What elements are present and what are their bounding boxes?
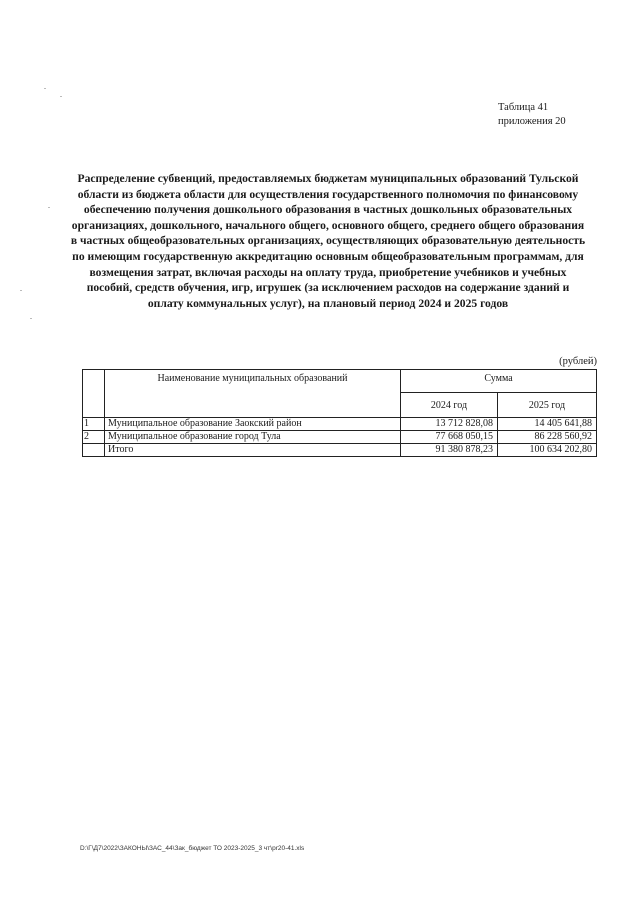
total-index-cell [83,444,105,457]
total-row [83,444,597,457]
amount-2024: 13 712 828,08 [401,418,498,431]
total-2025: 100 634 202,80 [498,444,597,457]
amount-2025: 86 228 560,92 [498,431,597,444]
amount-2024: 77 668 050,15 [401,431,498,444]
units-label: (рублей) [559,356,597,367]
scan-speck [20,290,22,291]
row-number: 1 [83,418,105,431]
header-sum: Сумма [401,370,597,393]
table-reference [498,101,566,129]
municipality-name: Муниципальное образование город Тула [105,431,401,444]
header-index-cell [83,370,105,418]
file-path-footer: D:\Г\Д7\2022\ЗАКОНЫ\ЗАС_44\Зак_бюджет ТО 2023-2025_3 чт\pr20-41.xls [80,845,305,852]
header-year-2025: 2025 год [498,393,597,418]
header-name: Наименование муниципальных образований [105,370,401,418]
table-number: Таблица 41 [498,102,549,113]
scan-speck [44,88,46,89]
total-label: Итого [105,444,401,457]
scan-speck [30,318,32,319]
scan-speck [60,96,62,97]
table-row [83,431,597,444]
amount-2025: 14 405 641,88 [498,418,597,431]
document-title: Распределение субвенций, предоставляемых бюджетам муниципальных образований Тульской области из бюджета области для осуществления государственного полномочия по финансовому обеспечению получения дошкольного образования в частных дошкольных образовательных организациях, дошкольного, начального общего, основного общего, среднего общего образования в частных общеобразовательных организациях, осуществляющих образовательную деятельность по имеющим государственную аккредитацию основным общеобразовательным программам, для возмещения затрат, включая расходы на оплату труда, приобретение учебников и учебных пособий, средств обучения, игр, игрушек (за исключением расходов на содержание зданий и оплату коммунальных услуг), на плановый период 2024 и 2025 годов [70,172,586,310]
appendix-number: приложения 20 [498,116,566,127]
municipality-name: Муниципальное образование Заокский район [105,418,401,431]
table-row [83,418,597,431]
header-year-2024: 2024 год [401,393,498,418]
subvention-table [82,369,597,457]
total-2024: 91 380 878,23 [401,444,498,457]
scan-speck [48,207,50,208]
row-number: 2 [83,431,105,444]
